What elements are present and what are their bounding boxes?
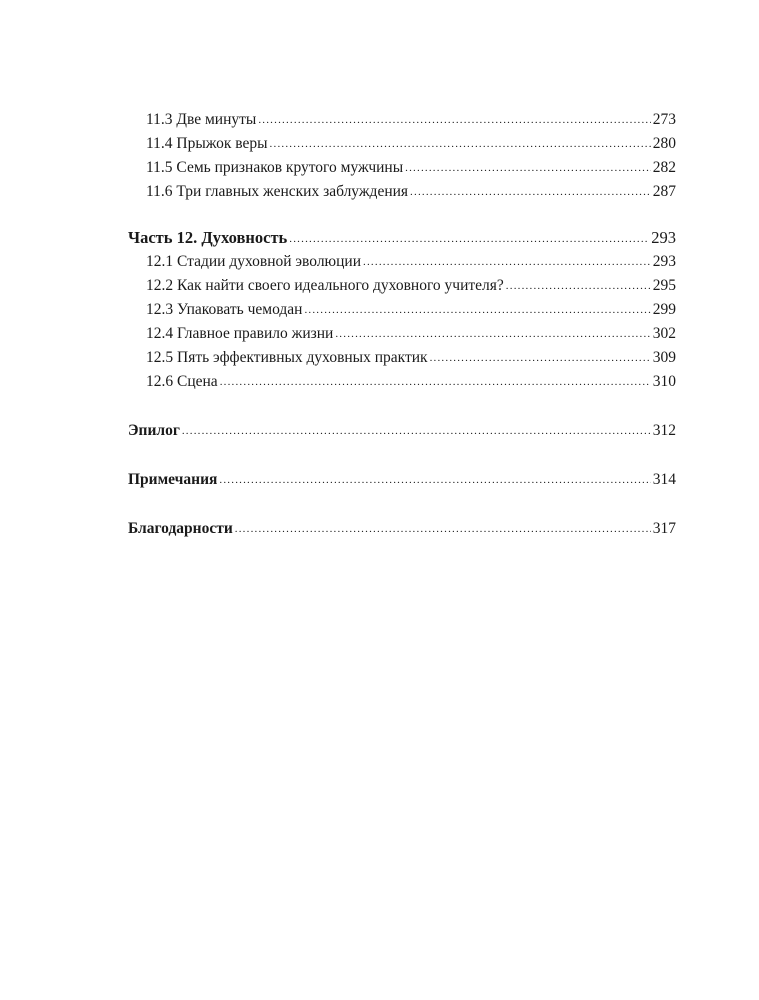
toc-section-title: Благодарности — [128, 520, 233, 537]
toc-entry-page: 310 — [652, 373, 676, 390]
toc-entry-12-4 — [128, 322, 676, 346]
spacer — [128, 443, 676, 468]
toc-part-title: Часть 12. Духовность — [128, 228, 288, 247]
toc-entry-11-6 — [128, 180, 676, 204]
table-of-contents — [128, 108, 676, 541]
toc-epilogue — [128, 419, 676, 443]
toc-entry-title: 12.1 Стадии духовной эволюции — [146, 253, 362, 270]
toc-entry-page: 295 — [652, 277, 676, 294]
spacer — [128, 204, 676, 226]
toc-entry-page: 293 — [652, 253, 676, 270]
dot-leader — [304, 298, 650, 322]
dot-leader — [289, 227, 649, 251]
dot-leader — [270, 132, 651, 156]
toc-entry-12-5 — [128, 346, 676, 370]
toc-part-page: 293 — [651, 228, 676, 247]
dot-leader — [258, 108, 650, 132]
toc-entry-page: 273 — [652, 111, 676, 128]
spacer — [128, 492, 676, 517]
toc-entry-title: 11.3 Две минуты — [146, 111, 257, 128]
toc-entry-12-6 — [128, 370, 676, 394]
toc-entry-11-5 — [128, 156, 676, 180]
toc-entry-title: 12.2 Как найти своего идеального духовного учителя? — [146, 277, 504, 294]
toc-entry-12-2 — [128, 274, 676, 298]
toc-entry-title: 11.6 Три главных женских заблуждения — [146, 183, 409, 200]
toc-section-page: 312 — [652, 422, 676, 439]
toc-entry-page: 299 — [652, 301, 676, 318]
toc-notes — [128, 468, 676, 492]
toc-entry-page: 302 — [652, 325, 676, 342]
toc-acknowledgements — [128, 517, 676, 541]
toc-entry-page: 280 — [652, 135, 676, 152]
dot-leader — [405, 156, 651, 180]
toc-section-title: Эпилог — [128, 422, 180, 439]
toc-section-title: Примечания — [128, 471, 218, 488]
toc-entry-title: 12.3 Упаковать чемодан — [146, 301, 303, 318]
dot-leader — [219, 468, 650, 492]
spacer — [128, 394, 676, 419]
toc-part-12 — [128, 226, 676, 250]
dot-leader — [235, 517, 651, 541]
dot-leader — [430, 346, 651, 370]
dot-leader — [363, 250, 651, 274]
toc-entry-page: 287 — [652, 183, 676, 200]
toc-section-page: 317 — [652, 520, 676, 537]
toc-entry-page: 309 — [652, 349, 676, 366]
toc-entry-title: 11.5 Семь признаков крутого мужчины — [146, 159, 404, 176]
toc-entry-title: 12.6 Сцена — [146, 373, 218, 390]
dot-leader — [220, 370, 651, 394]
toc-entry-11-4 — [128, 132, 676, 156]
toc-entry-page: 282 — [652, 159, 676, 176]
toc-entry-title: 12.5 Пять эффективных духовных практик — [146, 349, 428, 366]
toc-entry-11-3 — [128, 108, 676, 132]
toc-entry-12-1 — [128, 250, 676, 274]
dot-leader — [506, 274, 651, 298]
dot-leader — [335, 322, 650, 346]
toc-entry-title: 11.4 Прыжок веры — [146, 135, 268, 152]
toc-entry-12-3 — [128, 298, 676, 322]
toc-entry-title: 12.4 Главное правило жизни — [146, 325, 334, 342]
dot-leader — [182, 419, 651, 443]
dot-leader — [410, 180, 651, 204]
toc-section-page: 314 — [652, 471, 676, 488]
